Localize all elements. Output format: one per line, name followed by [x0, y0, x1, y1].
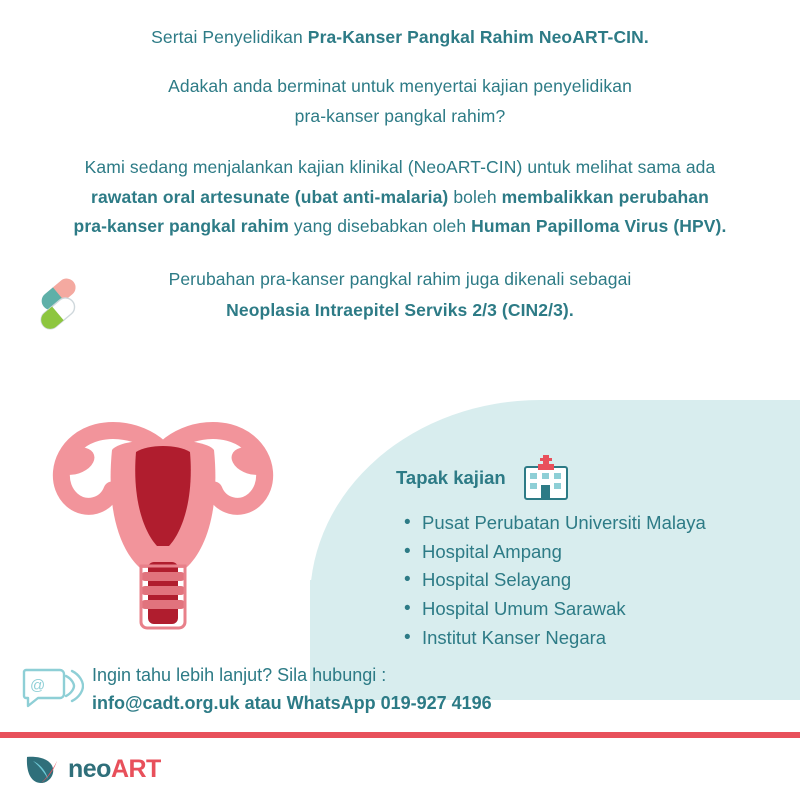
contact-conjunction: atau: [239, 693, 287, 713]
body-line-2-bold-b: membalikkan perubahan: [501, 186, 709, 207]
contact-line-1: Ingin tahu lebih lanjut? Sila hubungi :: [92, 665, 387, 685]
neoart-logo: [24, 752, 161, 786]
text-content: [0, 0, 800, 325]
study-sites-header: [396, 455, 796, 501]
hospital-icon: [520, 455, 572, 501]
email-phone-icon: [22, 662, 84, 710]
contact-line-2: [92, 689, 692, 718]
study-sites-title: Tapak kajian: [396, 467, 506, 488]
headline-bold: Pra-Kanser Pangkal Rahim NeoART-CIN.: [307, 27, 649, 47]
body-line-1: Kami sedang menjalankan kajian klinikal (NeoART-CIN) untuk melihat sama ada: [84, 156, 716, 177]
body-line-3-bold-b: Human Papilloma Virus (HPV).: [471, 216, 727, 237]
contact-whatsapp[interactable]: WhatsApp 019-927 4196: [286, 693, 492, 713]
neoart-leaf-icon: [24, 752, 60, 786]
list-item: • Institut Kanser Negara: [396, 624, 796, 653]
headline-prefix: Sertai Penyelidikan: [151, 27, 308, 47]
headline: [18, 22, 782, 53]
body-line-3: [18, 212, 782, 242]
question-line-2: pra-kanser pangkal rahim?: [294, 106, 506, 127]
contact-block: [92, 662, 692, 718]
uterus-illustration: [28, 390, 298, 640]
logo-text-neo: neo: [68, 754, 111, 783]
note-line-2: Neoplasia Intraepitel Serviks 2/3 (CIN2/3).: [226, 299, 574, 320]
list-item: • Hospital Umum Sarawak: [396, 595, 796, 624]
note-line-1: Perubahan pra-kanser pangkal rahim juga dikenali sebagai: [168, 269, 632, 289]
list-item: • Pusat Perubatan Universiti Malaya: [396, 509, 796, 538]
list-item: • Hospital Selayang: [396, 566, 796, 595]
logo-text: [68, 755, 161, 784]
study-sites: [396, 455, 796, 652]
list-item: • Hospital Ampang: [396, 538, 796, 567]
study-sites-list: [396, 509, 796, 652]
contact-email[interactable]: info@cadt.org.uk: [92, 693, 240, 713]
body-line-2-bold-a: rawatan oral artesunate (ubat anti-malaria): [91, 186, 449, 207]
svg-text:@: @: [30, 677, 46, 694]
body-line-3-normal: yang disebabkan oleh: [288, 216, 472, 237]
body-line-2-normal: boleh: [448, 186, 502, 207]
logo-text-art: ART: [110, 754, 161, 783]
body-line-2: [18, 183, 782, 213]
body-line-3-bold-a: pra-kanser pangkal rahim: [73, 216, 289, 237]
question-line-1: Adakah anda berminat untuk menyertai kajian penyelidikan: [168, 75, 632, 96]
capsule-pills-icon: [32, 272, 92, 330]
